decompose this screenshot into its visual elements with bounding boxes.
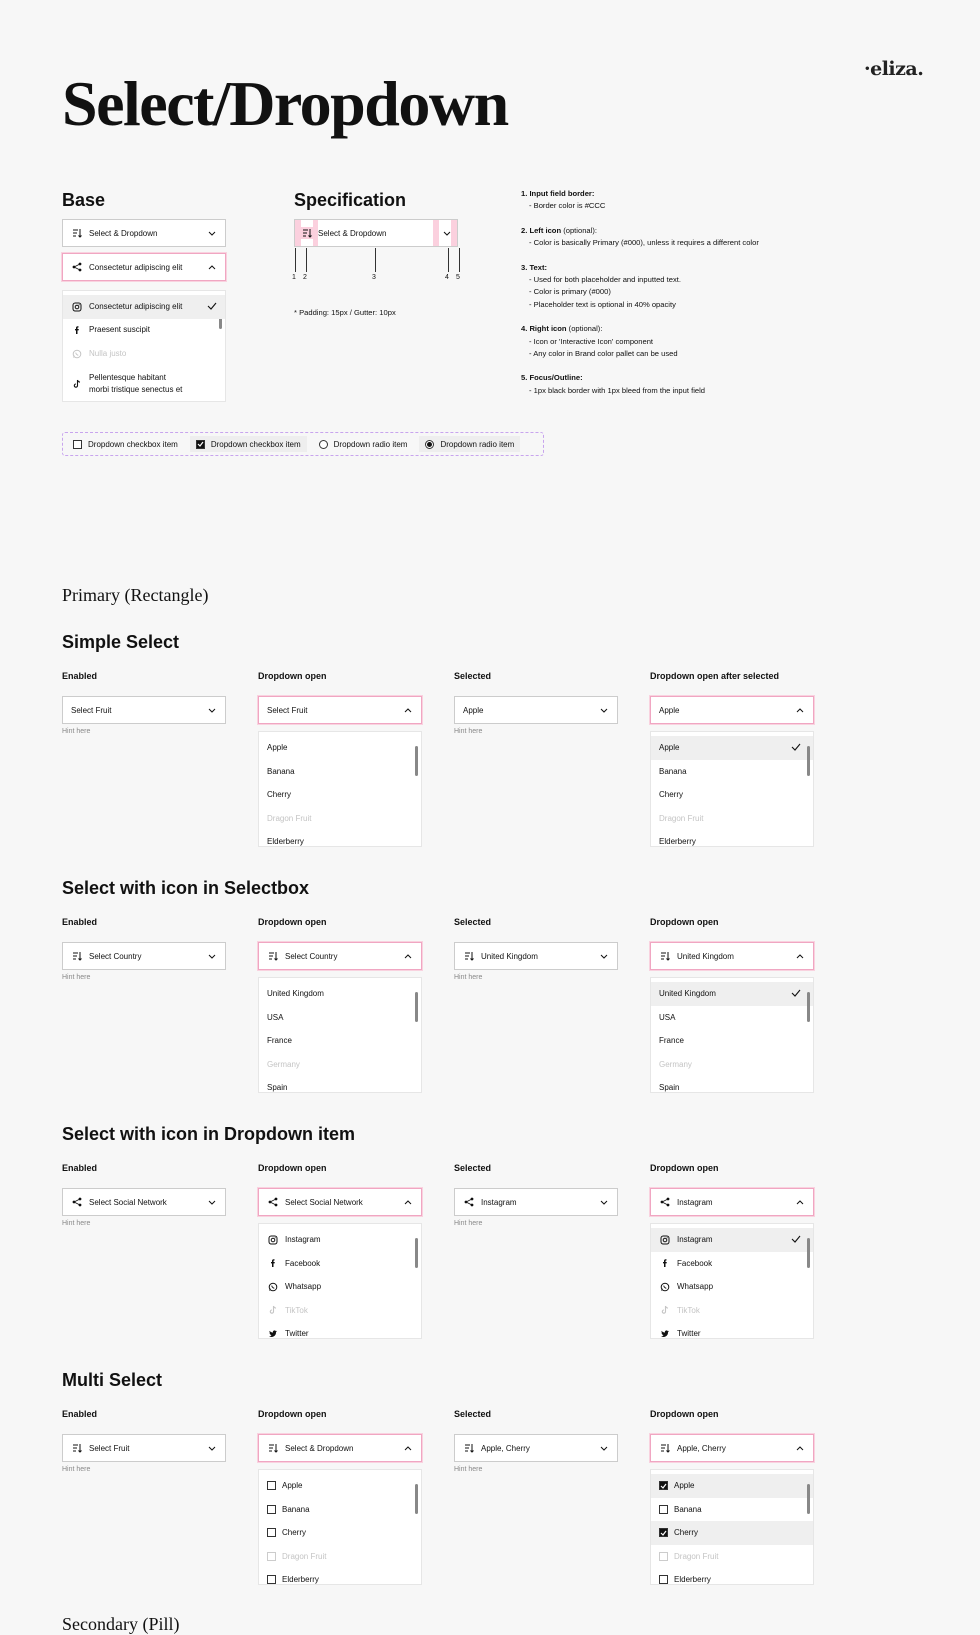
select-value: Select Country xyxy=(89,951,142,961)
share-icon xyxy=(659,1196,671,1208)
check-icon xyxy=(791,1235,801,1245)
state-label: Dropdown open after selected xyxy=(650,671,780,681)
list-item[interactable] xyxy=(259,1252,421,1276)
dropdown-list[interactable] xyxy=(650,1469,814,1585)
list-item[interactable] xyxy=(651,1228,813,1252)
list-item[interactable] xyxy=(651,1322,813,1339)
chevron-up-icon xyxy=(403,705,413,715)
list-item-label: Praesent suscipit xyxy=(89,325,150,335)
gutter-marker xyxy=(433,220,439,246)
dropdown-list[interactable] xyxy=(650,977,814,1093)
spec-tick-label: 3 xyxy=(372,274,376,281)
chevron-down-icon xyxy=(207,1443,217,1453)
select-value: Select Country xyxy=(285,951,338,961)
list-item-label: TikTok xyxy=(285,1305,308,1315)
list-item-label: Cherry xyxy=(267,790,292,800)
select-value: Apple, Cherry xyxy=(481,1443,530,1453)
field-text: Select & Dropdown xyxy=(89,228,158,238)
chevron-down-icon xyxy=(207,951,217,961)
chevron-up-icon xyxy=(795,705,805,715)
spec-note-title: 3. Text: xyxy=(521,262,548,272)
list-item[interactable] xyxy=(651,1076,813,1093)
whatsapp-icon xyxy=(71,348,83,360)
select-field[interactable] xyxy=(62,1188,226,1216)
list-item-label: France xyxy=(659,1036,684,1046)
list-item-label: Facebook xyxy=(285,1258,321,1268)
list-item xyxy=(63,342,225,366)
list-item-label: Instagram xyxy=(285,1235,321,1245)
share-icon xyxy=(71,261,83,273)
chevron-down-icon xyxy=(599,705,609,715)
list-item-label: Apple xyxy=(282,1481,303,1491)
hint-text: Hint here xyxy=(454,728,483,735)
scrollbar[interactable] xyxy=(807,746,810,776)
state-label: Enabled xyxy=(62,1163,98,1173)
chevron-up-icon xyxy=(403,1443,413,1453)
state-label: Selected xyxy=(454,1163,492,1173)
dropdown-list[interactable] xyxy=(258,977,422,1093)
select-value: Apple xyxy=(659,705,680,715)
state-label: Selected xyxy=(454,917,492,927)
spec-note xyxy=(521,188,821,213)
list-item[interactable] xyxy=(259,1498,421,1522)
list-item-label: Elderberry xyxy=(282,1575,319,1585)
list-item[interactable] xyxy=(259,1568,421,1585)
scrollbar[interactable] xyxy=(415,1484,418,1514)
sort-icon xyxy=(71,1442,83,1454)
select-value: United Kingdom xyxy=(677,951,734,961)
share-icon xyxy=(463,1196,475,1208)
chevron-up-icon xyxy=(795,951,805,961)
list-item[interactable] xyxy=(651,783,813,807)
list-item-label: Elderberry xyxy=(267,837,304,847)
list-item[interactable] xyxy=(259,736,421,760)
sort-icon xyxy=(267,1442,279,1454)
section-heading: Select with icon in Selectbox xyxy=(62,878,310,898)
chevron-down-icon xyxy=(599,1197,609,1207)
list-item-label: Cherry xyxy=(659,790,684,800)
item-label: Dropdown radio item xyxy=(440,439,515,449)
chevron-up-icon xyxy=(403,951,413,961)
checkbox-icon[interactable] xyxy=(267,1575,276,1584)
spec-tick-label: 2 xyxy=(303,274,307,281)
select-field[interactable] xyxy=(258,942,422,970)
list-item[interactable] xyxy=(651,1006,813,1030)
list-item-label: Dragon Fruit xyxy=(282,1551,327,1561)
chevron-up-icon xyxy=(795,1197,805,1207)
select-value: Select Social Network xyxy=(285,1197,363,1207)
section-heading: Multi Select xyxy=(62,1370,163,1390)
chevron-down-icon xyxy=(599,1443,609,1453)
spec-note-line: - Color is basically Primary (#000), unless it requires a different color xyxy=(529,238,759,248)
list-item-label: USA xyxy=(659,1012,676,1022)
list-item-label: Dragon Fruit xyxy=(674,1551,719,1561)
chevron-up-icon xyxy=(795,1443,805,1453)
list-item-label: Banana xyxy=(674,1504,702,1514)
list-item[interactable] xyxy=(651,760,813,784)
hint-text: Hint here xyxy=(454,1466,483,1473)
spec-padding-note: * Padding: 15px / Gutter: 10px xyxy=(294,308,396,317)
list-item-label: Germany xyxy=(659,1059,692,1069)
spec-note-title: 5. Focus/Outline: xyxy=(521,373,583,383)
list-item-label: Dragon Fruit xyxy=(267,813,312,823)
list-item[interactable] xyxy=(259,1029,421,1053)
state-label: Dropdown open xyxy=(650,917,719,927)
checkbox-icon[interactable] xyxy=(267,1481,276,1490)
spec-note-line: - Placeholder text is optional in 40% opacity xyxy=(529,299,676,309)
checkbox-icon[interactable] xyxy=(659,1552,668,1561)
list-item[interactable] xyxy=(651,1521,813,1545)
state-label: Enabled xyxy=(62,917,98,927)
list-item[interactable] xyxy=(651,830,813,847)
select-value: Select & Dropdown xyxy=(285,1443,354,1453)
spec-note-line: - Border color is #CCC xyxy=(529,201,606,211)
list-item-label: Elderberry xyxy=(659,837,696,847)
spec-tick-label: 1 xyxy=(292,274,296,281)
chevron-up-icon xyxy=(403,1197,413,1207)
dropdown-list[interactable] xyxy=(650,731,814,847)
checkbox-icon[interactable] xyxy=(267,1505,276,1514)
select-value: Instagram xyxy=(677,1197,713,1207)
list-item-label: Dragon Fruit xyxy=(659,813,704,823)
chevron-down-icon xyxy=(207,228,217,238)
list-item-label: Whatsapp xyxy=(285,1282,322,1292)
tiktok-icon xyxy=(659,1304,671,1316)
page-title: Select/Dropdown xyxy=(62,68,508,139)
eliza-logo: ·eliza. xyxy=(864,58,924,80)
section-heading: Simple Select xyxy=(62,632,180,652)
list-item[interactable] xyxy=(259,982,421,1006)
select-value: Select Fruit xyxy=(71,705,112,715)
check-icon xyxy=(791,743,801,753)
facebook-icon xyxy=(267,1257,279,1269)
checkbox-icon[interactable] xyxy=(267,1552,276,1561)
list-item xyxy=(651,1545,813,1569)
spec-tick xyxy=(306,248,307,272)
list-item[interactable] xyxy=(63,295,225,319)
dropdown-list[interactable] xyxy=(258,731,422,847)
spec-note-line: - Color is primary (#000) xyxy=(529,287,611,297)
instagram-icon xyxy=(659,1234,671,1246)
hint-text: Hint here xyxy=(62,1220,91,1227)
padding-marker xyxy=(451,220,457,246)
sort-icon xyxy=(659,950,671,962)
select-field[interactable] xyxy=(650,942,814,970)
primary-heading: Primary (Rectangle) xyxy=(62,585,209,605)
dropdown-radio-item[interactable] xyxy=(419,436,520,452)
spec-tick xyxy=(448,248,449,272)
list-item-label: Banana xyxy=(282,1504,310,1514)
spec-tick xyxy=(375,248,376,272)
list-item-label: Twitter xyxy=(285,1329,309,1339)
hint-text: Hint here xyxy=(454,974,483,981)
state-label: Dropdown open xyxy=(258,1409,327,1419)
chevron-down-icon xyxy=(207,705,217,715)
list-item[interactable] xyxy=(259,830,421,847)
list-item xyxy=(259,1299,421,1323)
twitter-icon xyxy=(659,1328,671,1339)
list-item-label: France xyxy=(267,1036,292,1046)
select-field[interactable] xyxy=(258,1188,422,1216)
dropdown-checkbox-item[interactable] xyxy=(190,436,307,452)
checkbox-checked-icon[interactable] xyxy=(659,1481,668,1490)
scrollbar[interactable] xyxy=(807,1238,810,1268)
list-item[interactable] xyxy=(259,783,421,807)
facebook-icon xyxy=(659,1257,671,1269)
base-select-field[interactable] xyxy=(62,219,226,247)
select-value: Apple xyxy=(463,705,484,715)
item-label: Dropdown checkbox item xyxy=(210,439,301,449)
radio-icon[interactable] xyxy=(319,440,328,449)
radio-checked-icon[interactable] xyxy=(425,440,434,449)
base-select-field-open[interactable] xyxy=(62,253,226,281)
list-item-label: United Kingdom xyxy=(659,989,716,999)
sort-icon xyxy=(301,227,313,239)
spec-note-line: - 1px black border with 1px bleed from the input field xyxy=(529,385,706,395)
scrollbar[interactable] xyxy=(807,992,810,1022)
list-item xyxy=(259,1053,421,1077)
list-item-label: Germany xyxy=(267,1059,300,1069)
select-field[interactable] xyxy=(454,696,618,724)
checkbox-icon[interactable] xyxy=(267,1528,276,1537)
list-item[interactable] xyxy=(259,1076,421,1093)
dropdown-radio-item[interactable] xyxy=(313,436,414,452)
spec-field-text: Select & Dropdown xyxy=(318,228,387,238)
spec-heading: Specification xyxy=(294,190,407,210)
state-label: Dropdown open xyxy=(258,671,327,681)
spec-note xyxy=(521,262,821,312)
dropdown-list[interactable] xyxy=(650,1223,814,1339)
scrollbar[interactable] xyxy=(415,1238,418,1268)
list-item-label: Twitter xyxy=(677,1329,701,1339)
spec-tick xyxy=(295,248,296,272)
list-item-label: Whatsapp xyxy=(677,1282,714,1292)
spec-tick-label: 5 xyxy=(456,274,460,281)
list-item-label: TikTok xyxy=(677,1305,700,1315)
list-item[interactable] xyxy=(259,760,421,784)
list-item-label: Instagram xyxy=(677,1235,713,1245)
sort-icon xyxy=(71,227,83,239)
hint-text: Hint here xyxy=(62,974,91,981)
select-field[interactable] xyxy=(454,1434,618,1462)
list-item xyxy=(651,1053,813,1077)
chevron-down-icon xyxy=(207,1197,217,1207)
state-label: Enabled xyxy=(62,671,98,681)
dropdown-list[interactable] xyxy=(258,1223,422,1339)
list-item-label: Facebook xyxy=(677,1258,713,1268)
select-field[interactable] xyxy=(258,1434,422,1462)
spec-tick-label: 4 xyxy=(445,274,449,281)
spec-notes xyxy=(521,188,821,409)
chevron-up-icon xyxy=(207,262,217,272)
list-item-label: Apple xyxy=(267,743,288,753)
list-item-label: Spain xyxy=(267,1083,288,1093)
list-item[interactable] xyxy=(651,1029,813,1053)
spec-tick xyxy=(459,248,460,272)
instagram-icon xyxy=(71,301,83,313)
facebook-icon xyxy=(71,324,83,336)
list-item-label: USA xyxy=(267,1012,284,1022)
spec-note-line: - Any color in Brand color pallet can be used xyxy=(529,349,678,359)
select-value: Apple, Cherry xyxy=(677,1443,726,1453)
whatsapp-icon xyxy=(659,1281,671,1293)
list-item[interactable] xyxy=(651,1498,813,1522)
instagram-icon xyxy=(267,1234,279,1246)
secondary-heading: Secondary (Pill) xyxy=(62,1614,180,1634)
list-item xyxy=(651,1299,813,1323)
list-item-label: Pellentesque habitant morbi tristique senectus et xyxy=(89,372,183,394)
list-item-label: Consectetur adipiscing elit xyxy=(89,301,183,311)
dropdown-item-variants xyxy=(62,432,544,456)
list-item[interactable] xyxy=(63,319,225,343)
select-field[interactable] xyxy=(62,696,226,724)
scrollbar[interactable] xyxy=(415,746,418,776)
list-item[interactable] xyxy=(259,1322,421,1339)
select-field[interactable] xyxy=(258,696,422,724)
select-value: United Kingdom xyxy=(481,951,538,961)
chevron-down-icon xyxy=(599,951,609,961)
sort-icon xyxy=(463,950,475,962)
spec-field xyxy=(294,219,458,247)
list-item[interactable] xyxy=(651,1275,813,1299)
select-field[interactable] xyxy=(650,696,814,724)
checkbox-icon[interactable] xyxy=(659,1575,668,1584)
list-item[interactable] xyxy=(651,982,813,1006)
list-item[interactable] xyxy=(651,1252,813,1276)
list-item-label: Apple xyxy=(659,743,680,753)
hint-text: Hint here xyxy=(454,1220,483,1227)
state-label: Selected xyxy=(454,1409,492,1419)
spec-note xyxy=(521,225,821,250)
list-item-label: Cherry xyxy=(674,1528,699,1538)
list-item[interactable] xyxy=(651,1568,813,1585)
check-icon xyxy=(791,989,801,999)
chevron-down-icon xyxy=(443,231,451,236)
check-icon xyxy=(207,302,217,312)
state-label: Dropdown open xyxy=(650,1409,719,1419)
item-label: Dropdown radio item xyxy=(333,439,408,449)
whatsapp-icon xyxy=(267,1281,279,1293)
list-item[interactable] xyxy=(259,1275,421,1299)
field-text: Consectetur adipiscing elit xyxy=(89,262,183,272)
list-item[interactable] xyxy=(63,366,225,402)
state-label: Dropdown open xyxy=(650,1163,719,1173)
select-field[interactable] xyxy=(62,1434,226,1462)
spec-note xyxy=(521,323,821,360)
list-item[interactable] xyxy=(651,1474,813,1498)
select-field[interactable] xyxy=(454,942,618,970)
select-field[interactable] xyxy=(650,1188,814,1216)
select-value: Select Fruit xyxy=(267,705,308,715)
spec-note xyxy=(521,372,821,397)
state-label: Dropdown open xyxy=(258,1163,327,1173)
list-item-label: Elderberry xyxy=(674,1575,711,1585)
checkbox-checked-icon[interactable] xyxy=(196,440,205,449)
list-item-label: Nulla justo xyxy=(89,348,127,358)
scrollbar[interactable] xyxy=(807,1484,810,1514)
list-item-label: Banana xyxy=(659,766,687,776)
sort-icon xyxy=(267,950,279,962)
list-item xyxy=(259,807,421,831)
list-item xyxy=(259,1545,421,1569)
select-value: Select Social Network xyxy=(89,1197,167,1207)
list-item xyxy=(651,807,813,831)
list-item[interactable] xyxy=(259,1006,421,1030)
select-value: Select Fruit xyxy=(89,1443,130,1453)
hint-text: Hint here xyxy=(62,728,91,735)
list-item[interactable] xyxy=(259,1474,421,1498)
dropdown-checkbox-item[interactable] xyxy=(67,436,184,452)
spec-note-title: 4. Right icon (optional): xyxy=(521,324,603,334)
select-field[interactable] xyxy=(454,1188,618,1216)
spec-note-line: - Icon or 'Interactive Icon' component xyxy=(529,336,654,346)
list-item-label: United Kingdom xyxy=(267,989,324,999)
share-icon xyxy=(71,1196,83,1208)
checkbox-icon[interactable] xyxy=(73,440,82,449)
base-dropdown-list[interactable] xyxy=(62,290,226,402)
tiktok-icon xyxy=(71,378,83,390)
sort-icon xyxy=(71,950,83,962)
twitter-icon xyxy=(267,1328,279,1339)
sort-icon xyxy=(659,1442,671,1454)
list-item-label: Spain xyxy=(659,1083,680,1093)
list-item-label: Banana xyxy=(267,766,295,776)
scrollbar[interactable] xyxy=(415,992,418,1022)
list-item[interactable] xyxy=(259,1521,421,1545)
spec-note-title: 1. Input field border: xyxy=(521,189,595,198)
list-item[interactable] xyxy=(651,736,813,760)
sort-icon xyxy=(463,1442,475,1454)
item-label: Dropdown checkbox item xyxy=(88,439,178,449)
select-field[interactable] xyxy=(62,942,226,970)
checkbox-checked-icon[interactable] xyxy=(659,1528,668,1537)
share-icon xyxy=(267,1196,279,1208)
list-item-label: Cherry xyxy=(282,1528,307,1538)
spec-note-title: 2. Left icon (optional): xyxy=(521,225,597,235)
tiktok-icon xyxy=(267,1304,279,1316)
list-item-label: Apple xyxy=(674,1481,695,1491)
state-label: Dropdown open xyxy=(258,917,327,927)
spec-note-line: - Used for both placeholder and inputted text. xyxy=(529,275,681,285)
state-label: Enabled xyxy=(62,1409,98,1419)
select-value: Instagram xyxy=(481,1197,517,1207)
dropdown-list[interactable] xyxy=(258,1469,422,1585)
base-heading: Base xyxy=(62,190,106,210)
section-heading: Select with icon in Dropdown item xyxy=(62,1124,356,1144)
list-item[interactable] xyxy=(259,1228,421,1252)
checkbox-icon[interactable] xyxy=(659,1505,668,1514)
state-label: Selected xyxy=(454,671,492,681)
hint-text: Hint here xyxy=(62,1466,91,1473)
select-field[interactable] xyxy=(650,1434,814,1462)
